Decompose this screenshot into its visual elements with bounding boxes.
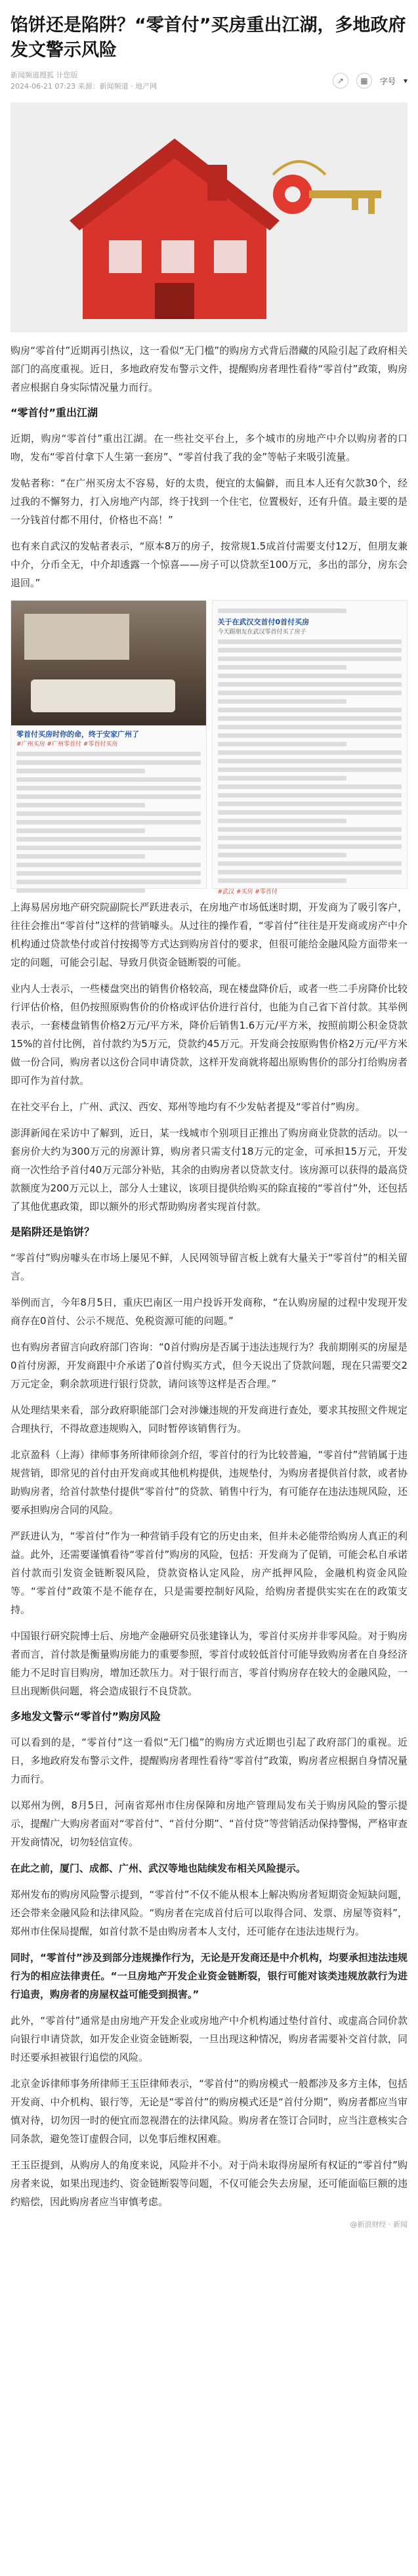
article-title: 馅饼还是陷阱？“零首付”买房重出江湖，多地政府发文警示风险 <box>10 15 406 60</box>
watermark: @新浪财经 · 新闻 <box>350 2220 408 2229</box>
post-tags: #武汉 #买房 #零首付 <box>217 889 278 895</box>
social-post-screenshot-right <box>212 600 408 895</box>
paragraph: 从处理结果来看，部分政府职能部门会对涉嫌违规的开发商进行查处，要求其按照文件规定合理执行，不得故意违规购入，同时暂停该销售行为。 <box>10 1404 408 1434</box>
toolbar <box>333 73 408 89</box>
hero-image <box>10 102 408 332</box>
paragraph: 北京盈科（上海）律师事务所律师徐剑介绍，零首付的行为比较普遍，“零首付”营销属于违规营销，即常见的首付由开发商或其他机构提供，违规垫付，为购房者提供首付款，或者协助购房者，给首付款垫付提供“零首付”的贷款、销售中行为，有可能存在违法违规风险，还要承担购房合同的风险。 <box>10 1449 408 1516</box>
paragraph: 可以看到的是，“零首付”这一看似“无门槛”的购房方式近期也引起了政府部门的重视。近日，多地政府发布警示文件，提醒购房者理性看待“零首付”政策，购房者应根据自身情况量力而行。 <box>10 1736 408 1785</box>
paragraph: 在社交平台上，广州、武汉、西安、郑州等地均有不少发帖者提及“零首付”购房。 <box>10 1101 366 1113</box>
qr-icon[interactable]: ▦ <box>356 73 372 89</box>
paragraph: 以郑州为例，8月5日，河南省郑州市住房保障和房地产管理局发布关于购房风险的警示提示，提醒广大购房者面对“零首付”、“首付分期”、“首付贷”等营销活动保持警惕，严格审查开发商情况，切勿轻信宣传。 <box>10 1799 408 1848</box>
meta-row <box>10 70 408 92</box>
post-subline: 今天跟朋友在武汉零首付买了房子 <box>217 629 306 635</box>
paragraph: 也有购房者留言向政府部门咨询：“0首付购房是否属于违法违规行为？我前期刚买的房屋是0首付房源，开发商跟中介承诺了0首付购买方式，但今天说出了贷款问题，现在只需要交2万元定金，剩余款项进行银行贷款，请问该等这样是否合理。” <box>10 1341 408 1390</box>
paragraph: 也有来自武汉的发帖者表示，“原本8万的房子，按常规1.5成首付需要支付12万，但朋友兼中介，分币全无，中介却透露一个惊喜——房子可以贷款至100万元，多出的部分，房东会退回。” <box>10 540 408 589</box>
post-headline: 零首付买房时你的命，终于安家广州了 <box>16 730 139 739</box>
post-tags: #广州买房 #广州零首付 #零首付买房 <box>16 741 118 748</box>
house-key-illustration <box>10 102 408 332</box>
meta <box>10 70 157 92</box>
paragraph: 中国银行研究院博士后、房地产金融研究员张建锋认为，零首付买房并非零风险。对于购房者而言，首付款是衡量购房能力的重要参照，零首付或较低首付可能导致购房者在自身经济能力不足时盲目购房，增加还款压力。对于银行而言，零首付购房存在较大的金融风险，一旦出现断供问题，将会造成银行不良贷款。 <box>10 1630 408 1697</box>
paragraph: 此外，“零首付”通常是由房地产开发企业或房地产中介机构通过垫付首付、或虚高合同价款向银行申请贷款，如开发企业资金链断裂，一旦出现这种情况，购房者需要补交首付款，同时还要承担被银行追偿的风险。 <box>10 2015 408 2063</box>
section-heading: 是陷阱还是馅饼？ <box>10 1226 95 1238</box>
paragraph: 购房“零首付”近期再引热议，这一看似“无门槛”的购房方式背后潜藏的风险引起了政府相关部门的高度重视。近日，多地政府发布警示文件，提醒购房者理性看待“零首付”政策，购房者应根据自身实际情况量力而行。 <box>10 345 408 393</box>
date-line: 2024-06-21 07:23 来源：新闻频道 · 地产网 <box>10 82 157 91</box>
paragraph: 业内人士表示，一些楼盘突出的销售价格较高，现在楼盘降价后，或者一些二手房降价比较行评估价格，但仍按照原购售价的价格或评估价进行首付，也能为自己省下首付款。其举例表示，一套楼盘销售价格2万元/平方米，降价后销售1.6万元/平方米，按照前期公积金贷款15%的首付比例，首付款约为5万元，贷款约45万元。开发商会按原购售价格2万元/平方米做一份合同，购房者以这份合同申请贷款，这样开发商就将超出原购售价的部分打给购房者即可作为首付款。 <box>10 983 408 1086</box>
post-headline: 关于在武汉交首付0首付买房 <box>217 618 310 626</box>
paragraph: 郑州发布的购房风险警示提到，“零首付”不仅不能从根本上解决购房者短期资金短缺问题，还会带来金融风险和法律风险。“购房者在完成首付后可以取得合同、发票、房屋等资料”，郑州市住保局提醒，如首付款不是由购房者本人支付，还可能存在违法违规行为。 <box>10 1889 408 1937</box>
paragraph: 近期，购房“零首付”重出江湖。在一些社交平台上，多个城市的房地产中介以购房者的口吻，发布“零首付拿下人生第一套房”、“零首付我了我的金”等帖子来吸引流量。 <box>10 433 408 463</box>
paragraph: “零首付”购房噱头在市场上屡见不鲜，人民网领导留言板上就有大量关于“零首付”的相关留言。 <box>10 1252 408 1282</box>
paragraph: 举例而言，今年8月5日，重庆巴南区一用户投诉开发商称，“在认购房屋的过程中发现开发商存在0首付、公示不规范、免税资源可能的问题。” <box>10 1297 408 1327</box>
paragraph: 澎湃新闻在采访中了解到，近日，某一线城市个别项目正推出了购房商业贷款的活动。以一套房价大约为300万元的房源计算，购房者只需支付18万元的定金，可承担15万元，开发商一次性给予首付40万元部分补贴，其余的由购房者以贷款支付。该房源可以获得的最高贷款额度为200万元以上，部分人士建议，该项目提供给购买的除直接的“零首付”外，还包括了其他优惠政策，即以额外的形式帮助购房者实现首付款。 <box>10 1127 408 1213</box>
paragraph: 发帖者称：“在广州买房太不容易，好的太贵，便宜的太偏僻，而且本人还有欠款30个，经过我的不懈努力，打入房地产内部，终于找到一个住宅，位置极好，还有升值。最主要的是一分钱首付都不用付，价格也不高！” <box>10 477 408 526</box>
share-icon[interactable]: ↗ <box>333 73 348 89</box>
paragraph: 上海易居房地产研究院副院长严跃进表示，在房地产市场低迷时期，开发商为了吸引客户，往往会推出“零首付”这样的营销噱头。从过往的操作看，“零首付”往往是开发商或房产中介机构通过贷款垫付或首付按揭等方式达到购房首付的要求，但很可能给金融风险方面带来一定的问题，可能会引起、导致月供资金链断裂的可能。 <box>10 901 408 968</box>
living-room-photo <box>11 601 206 725</box>
screenshot-pair <box>10 600 408 895</box>
source-line: 新闻频道搜狐 计您版 <box>10 71 78 79</box>
paragraph: 北京金诉律师事务所律师王玉臣律师表示，“零首付”的购房模式一般都涉及多方主体，包括开发商、中介机构、银行等，无论是“零首付”的购房模式还是“首付分期”，购房者都应当审慎对待，切勿因一时的便宜而忽视潜在的法律风险。购房者在签订合同时，应当注意核实合同条款，避免签订虚假合同，以免事后维权困难。 <box>10 2078 408 2145</box>
section-heading: 多地发文警示“零首付”购房风险 <box>10 1710 161 1723</box>
section-heading: “零首付”重出江湖 <box>10 406 98 419</box>
paragraph: 王玉臣提到，从购房人的角度来说，风险并不小。对于尚未取得房屋所有权证的“零首付”购房者来说，如果出现违约、资金链断裂等问题，不仅可能会失去房屋，还可能面临巨额的违约赔偿，因此购房者应当审慎考虑。 <box>10 2159 408 2208</box>
paragraph: 严跃进认为，“零首付”作为一种营销手段有它的历史由来，但并未必能带给购房人真正的利益。此外，还需要谨慎看待“零首付”购房的风险，包括：开发商为了促销，可能会私自承诺首付款而引发资金链断裂风险，贷款资格认定风险，房产抵押风险，金融机构资金风险等。“零首付”政策不是不能存在，只是需要控制好风险，给购房者提供实实在在的政策支持。 <box>10 1530 408 1616</box>
chevron-down-icon[interactable]: ▾ <box>403 76 408 85</box>
paragraph-bold: 在此之前，厦门、成都、广州、武汉等地也陆续发布相关风险提示。 <box>10 1862 306 1874</box>
paragraph-bold: 同时，“零首付”涉及到部分违规操作行为，无论是开发商还是中介机构，均要承担违法违规行为的相应法律责任。“一旦房地产开发企业资金链断裂，银行可能对该类违规放款行为进行追责，购房者的房屋权益可能受到损害。” <box>10 1952 408 2000</box>
font-size-button[interactable]: 字号 <box>379 76 396 86</box>
social-post-screenshot-left <box>10 600 207 889</box>
